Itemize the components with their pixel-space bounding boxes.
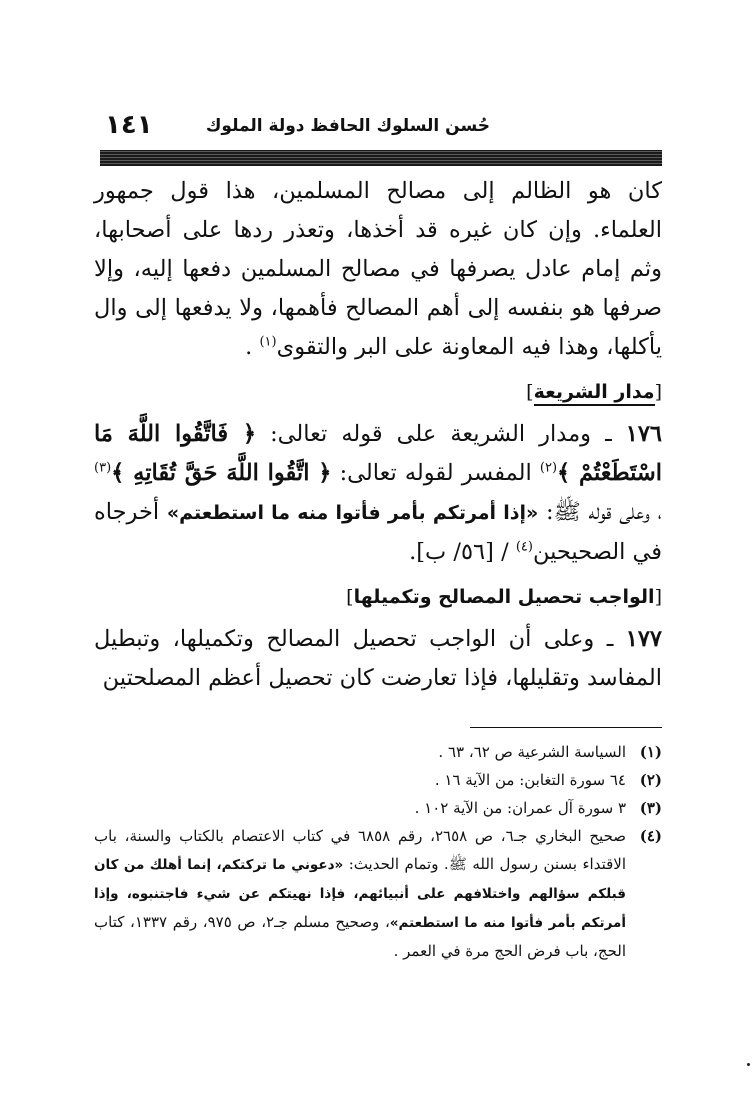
paragraph-176 — [94, 415, 662, 572]
footnote-ref-2: (٢) — [539, 460, 558, 476]
section-heading-1 — [94, 373, 662, 411]
paragraph-number: ١٧٦ — [625, 421, 662, 447]
footnote-text — [94, 822, 626, 965]
paragraph-1-text: كان هو الظالم إلى مصالح المسلمين، هذا قول جمهور العلماء. وإن كان غيره قد أخذها، وتعذر ردها على أصحابها، وثم إمام عادل يصرفها في مصالح المسلمين دفعها إليه، وإلا صرفها هو بنفسه إلى أهم المصالح فأهمها، ولا يدفعها إلى وال يأكلها، وهذا فيه المعاونة على البر والتقوى — [94, 178, 662, 360]
section-heading-2-text: الواجب تحصيل المصالح وتكميلها — [353, 586, 655, 608]
running-title: حُسن السلوك الحافظ دولة الملوك — [205, 116, 490, 136]
footnote-marker: (٤) — [639, 827, 662, 845]
footnote-4-hadith: «دعوني ما تركتكم، إنما أهلك من كان قبلكم سؤالهم واختلافهم على أنبيائهم، فإذا نهيتكم عن شيء فاجتنبوه، وإذا أمرتكم بأمر فأتوا منه ما استطعتم» — [94, 857, 626, 931]
footnote-3 — [94, 794, 662, 822]
footnote-text: ٦٤ سورة التغابن: من الآية ١٦ . — [434, 771, 626, 789]
footnote-4-part-1: صحيح البخاري جـ٦، ص ٢٦٥٨، رقم ٦٨٥٨ في كتاب الاعتصام بالكتاب والسنة، باب الاقتداء بسنن رسول الله ﷺ. وتمام الحديث: — [94, 827, 627, 873]
paragraph-177 — [94, 620, 662, 698]
page-number: ١٤١ — [105, 110, 153, 140]
footnote-ref-1: (١) — [259, 334, 277, 350]
footnote-text: ٣ سورة آل عمران: من الآية ١٠٢ . — [414, 799, 626, 817]
paragraph-1 — [94, 172, 662, 367]
paragraph-1-end: . — [245, 334, 260, 360]
paragraph-176-d: أخرجاه في الصحيحين — [94, 499, 662, 565]
footnote-text: السياسة الشرعية ص ٦٢، ٦٣ . — [438, 743, 626, 761]
heading-open-bracket: [ — [654, 381, 662, 403]
header-rule — [100, 150, 662, 166]
section-heading-2 — [94, 578, 662, 616]
footnote-4 — [94, 822, 662, 965]
paragraph-176-b: المفسر لقوله تعالى: — [331, 460, 540, 486]
page-edge-mark — [747, 1063, 750, 1066]
footnote-ref-3: (٣) — [94, 460, 112, 476]
quran-verse-1: ﴿ فَاتَّقُوا اللَّهَ مَا اسْتَطَعْتُمْ ﴾ — [94, 421, 662, 486]
quran-verse-2: ﴿ اتَّقُوا اللَّهَ حَقَّ تُقَاتِهِ ﴾ — [111, 460, 332, 486]
main-text — [94, 172, 662, 698]
section-heading-1-text: مدار الشريعة — [534, 381, 655, 406]
footnote-marker: (٢) — [639, 771, 662, 789]
paragraph-177-text: ـ وعلى أن الواجب تحصيل المصالح وتكميلها، وتبطيل المفاسد وتقليلها، فإذا تعارضت كان تحصيل أعظم المصلحتين — [94, 626, 662, 691]
footnote-2 — [94, 766, 662, 794]
footnote-1 — [94, 738, 662, 766]
heading-close-bracket: ] — [346, 586, 354, 608]
hadith-quote: «إذا أمرتكم بأمر فأتوا منه ما استطعتم» — [166, 502, 539, 524]
heading-open-bracket: [ — [654, 586, 662, 608]
heading-close-bracket: ] — [526, 381, 534, 403]
paragraph-176-a: ـ ومدار الشريعة على قوله تعالى: — [256, 421, 626, 447]
footnotes — [94, 738, 662, 965]
footnote-separator — [470, 727, 662, 728]
paragraph-176-e: / [٥٦/ ب]. — [409, 539, 516, 565]
footnote-4-part-3: ، وصحيح مسلم جـ٢، ص ٩٧٥، رقم ١٣٣٧، كتاب الحج، باب فرض الحج مرة في العمر . — [94, 913, 626, 960]
footnote-ref-4: (٤) — [515, 539, 533, 555]
footnote-marker: (٣) — [639, 799, 662, 817]
paragraph-176-c: ، وعلى قوله ﷺ: — [538, 499, 662, 525]
footnote-marker: (١) — [639, 743, 662, 761]
paragraph-number: ١٧٧ — [625, 626, 662, 652]
